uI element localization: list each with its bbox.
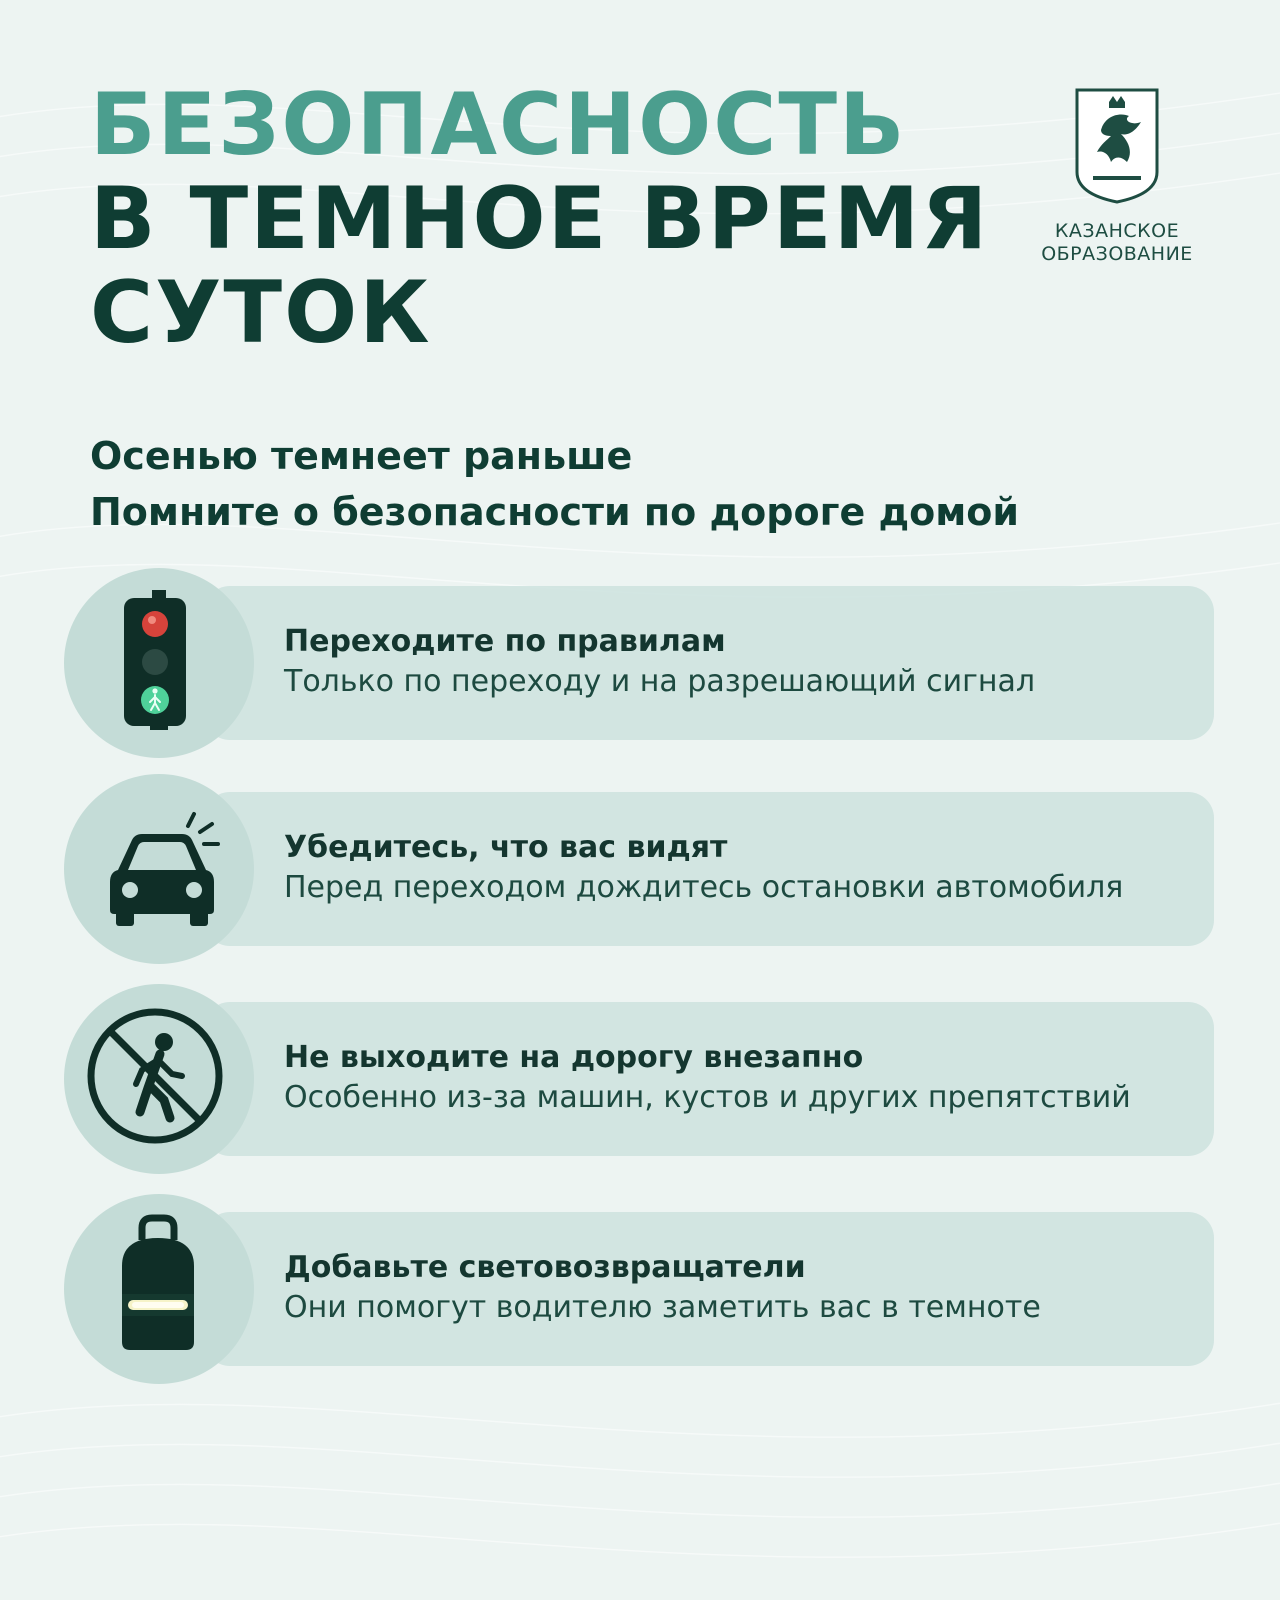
rule-icon-circle: [64, 1194, 254, 1384]
rule-heading: Не выходите на дорогу внезапно: [284, 1040, 864, 1075]
rule-description: Они помогут водителю заметить вас в темноте: [284, 1290, 1041, 1325]
rule-heading: Переходите по правилам: [284, 624, 726, 659]
rule-item-reflectors: [64, 1194, 1214, 1384]
logo-text-line-2: ОБРАЗОВАНИЕ: [1041, 243, 1193, 265]
traffic-light-icon: [64, 568, 254, 758]
rule-icon-circle: [64, 774, 254, 964]
rule-text: [284, 1248, 1041, 1328]
no-pedestrian-icon: [64, 984, 254, 1174]
rule-description: Только по переходу и на разрешающий сигнал: [284, 664, 1036, 699]
title-line-3: СУТОК: [90, 263, 432, 363]
rule-icon-circle: [64, 568, 254, 758]
subtitle-line-2: Помните о безопасности по дороге домой: [90, 490, 1020, 534]
rule-text: [284, 828, 1123, 908]
title-line-2: В ТЕМНОЕ ВРЕМЯ: [90, 169, 990, 269]
rule-text: [284, 622, 1035, 702]
rule-description: Перед переходом дождитесь остановки автомобиля: [284, 870, 1124, 905]
rule-icon-circle: [64, 984, 254, 1174]
title-line-1: БЕЗОПАСНОСТЬ: [90, 75, 907, 175]
rule-heading: Убедитесь, что вас видят: [284, 830, 728, 865]
rule-description: Особенно из-за машин, кустов и других препятствий: [284, 1080, 1131, 1115]
rule-item-no-sudden-crossing: [64, 984, 1214, 1174]
logo-text-line-1: КАЗАНСКОЕ: [1054, 220, 1180, 242]
car-headlights-icon: [64, 774, 254, 964]
rule-item-crossing: [64, 568, 1214, 758]
backpack-reflector-icon: [64, 1194, 254, 1384]
rule-heading: Добавьте световозвращатели: [284, 1250, 806, 1285]
rule-item-be-seen: [64, 774, 1214, 964]
subtitle-line-1: Осенью темнеет раньше: [90, 434, 633, 478]
rule-text: [284, 1038, 1131, 1118]
